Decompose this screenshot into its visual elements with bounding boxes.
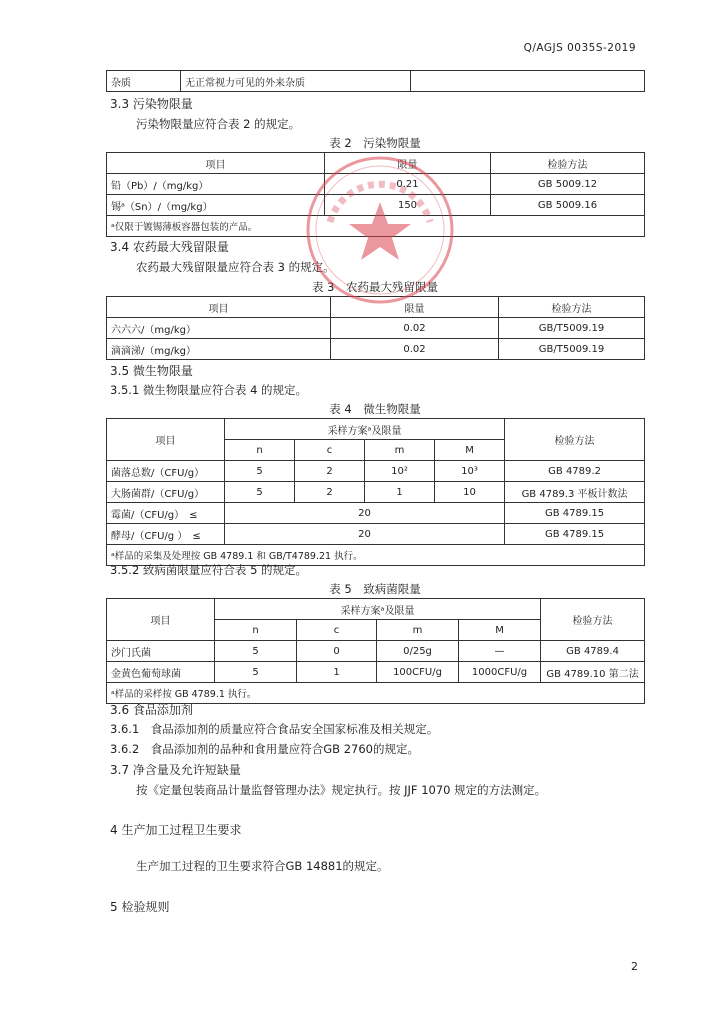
table-caption: 表 4 微生物限量 [329,402,421,416]
table-caption: 表 3 农药最大残留限量 [312,280,438,294]
impurity-row-table [106,70,645,92]
table-note: ᵃ仅限于镀锡薄板容器包装的产品。 [107,216,645,237]
table-header: 项目 [107,419,225,461]
table-cell: GB 5009.16 [491,195,645,216]
table-header: n [215,620,297,641]
table-header: c [295,440,365,461]
table-header: 检验方法 [505,419,645,461]
table-row [107,641,645,662]
table-cell: 菌落总数/（CFU/g） [107,461,225,482]
table-cell: 无正常视力可见的外来杂质 [181,71,411,92]
table-header: 采样方案ᵃ及限量 [215,599,541,620]
table-header: m [377,620,459,641]
section-heading-3-7: 3.7 净含量及允许短缺量 [110,763,241,777]
table-row [107,524,645,545]
paragraph: 3.6.1 食品添加剂的质量应符合食品安全国家标准及相关规定。 [110,722,439,736]
table-row [107,318,645,339]
table-cell: 20 [225,524,505,545]
table-cell: 滴滴涕/（mg/kg） [107,339,331,360]
table-header: c [297,620,377,641]
table-cell: 0.02 [331,339,499,360]
table-row [107,339,645,360]
table-header: M [435,440,505,461]
table-caption: 表 5 致病菌限量 [329,582,421,596]
table-header: 检验方法 [541,599,645,641]
table-cell: 5 [215,662,297,683]
table-cell: 10³ [435,461,505,482]
table-header: M [459,620,541,641]
table-cell: GB 4789.2 [505,461,645,482]
table-cell: GB/T5009.19 [499,339,645,360]
table-cell: 0.21 [325,174,491,195]
table-cell: GB 4789.15 [505,524,645,545]
table-cell: 2 [295,482,365,503]
table-cell: 1 [297,662,377,683]
table-header: m [365,440,435,461]
microbe-table [106,418,645,566]
paragraph: 3.6.2 食品添加剂的品种和食用量应符合GB 2760的规定。 [110,742,419,756]
table-cell: 1 [365,482,435,503]
page-number: 2 [631,960,638,973]
table-row [107,71,645,92]
table-header: 项目 [107,153,325,174]
table-cell: 酵母/（CFU/g ） ≤ [107,524,225,545]
paragraph: 生产加工过程的卫生要求符合GB 14881的规定。 [136,859,389,873]
table-cell: 0.02 [331,318,499,339]
table-cell: 5 [215,641,297,662]
table-cell: 2 [295,461,365,482]
table-cell: 杂质 [107,71,181,92]
paragraph: 农药最大残留限量应符合表 3 的规定。 [136,260,335,274]
table-note: ᵃ样品的采集及处理按 GB 4789.1 和 GB/T4789.21 执行。 [107,545,645,566]
table-row [107,503,645,524]
official-seal-stamp [300,150,460,310]
table-cell: 0/25g [377,641,459,662]
table-header: 检验方法 [499,297,645,318]
table-cell: 六六六/（mg/kg） [107,318,331,339]
paragraph: 3.5.2 致病菌限量应符合表 5 的规定。 [110,563,308,577]
table-cell: 5 [225,461,295,482]
section-heading-3-3: 3.3 污染物限量 [110,97,193,111]
table-cell: GB 4789.10 第二法 [541,662,645,683]
section-heading-3-4: 3.4 农药最大残留限量 [110,240,229,254]
table-note: ᵃ样品的采样按 GB 4789.1 执行。 [107,683,645,704]
table-cell: 100CFU/g [377,662,459,683]
table-cell: 铅（Pb）/（mg/kg） [107,174,325,195]
table-cell: 10 [435,482,505,503]
table-header: 限量 [325,153,491,174]
table-cell: GB 4789.4 [541,641,645,662]
table-header-row [107,419,645,440]
table-cell: 10² [365,461,435,482]
table-header: 限量 [331,297,499,318]
table-header: 项目 [107,599,215,641]
table-cell: 沙门氏菌 [107,641,215,662]
paragraph: 3.5.1 微生物限量应符合表 4 的规定。 [110,383,308,397]
document-code: Q/AGJS 0035S-2019 [523,42,636,54]
table-row [107,662,645,683]
table-cell: 150 [325,195,491,216]
table-header: 检验方法 [491,153,645,174]
table-header: 采样方案ᵃ及限量 [225,419,505,440]
table-cell [411,71,645,92]
section-heading-4: 4 生产加工过程卫生要求 [110,823,242,837]
table-cell: — [459,641,541,662]
table-cell: 锡ᵃ（Sn）/（mg/kg） [107,195,325,216]
section-heading-3-6: 3.6 食品添加剂 [110,703,193,717]
table-cell: 霉菌/（CFU/g） ≤ [107,503,225,524]
paragraph: 污染物限量应符合表 2 的规定。 [136,117,301,131]
table-cell: GB 5009.12 [491,174,645,195]
table-cell: GB 4789.15 [505,503,645,524]
table-cell: GB/T5009.19 [499,318,645,339]
section-heading-3-5: 3.5 微生物限量 [110,364,193,378]
table-row [107,482,645,503]
table-cell: 20 [225,503,505,524]
table-cell: GB 4789.3 平板计数法 [505,482,645,503]
paragraph: 按《定量包装商品计量监督管理办法》规定执行。按 JJF 1070 规定的方法测定。 [136,783,547,797]
table-cell: 1000CFU/g [459,662,541,683]
table-header: 项目 [107,297,331,318]
section-heading-5: 5 检验规则 [110,900,170,914]
table-cell: 5 [225,482,295,503]
table-cell: 金黄色葡萄球菌 [107,662,215,683]
table-row [107,461,645,482]
table-cell: 0 [297,641,377,662]
pathogen-table [106,598,645,704]
table-cell: 大肠菌群/（CFU/g） [107,482,225,503]
table-header: n [225,440,295,461]
table-header-row [107,599,645,620]
table-caption: 表 2 污染物限量 [329,136,421,150]
